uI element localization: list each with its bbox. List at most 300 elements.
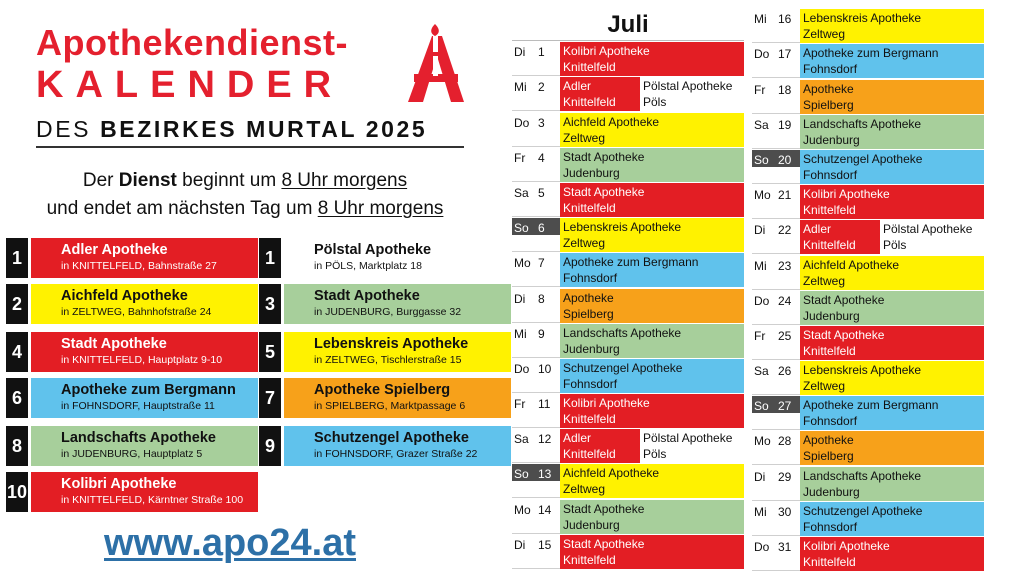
info-line-1 (0, 170, 490, 192)
calendar-day-row (512, 218, 744, 252)
pharmacy-duty-cell (800, 44, 984, 78)
calendar-day-row (752, 467, 984, 501)
weekday: Mi (514, 80, 527, 95)
day-number: 31 (778, 540, 792, 554)
weekday: So (754, 152, 769, 167)
calendar-day-row (752, 431, 984, 465)
day-number: 29 (778, 469, 792, 484)
legend-location: in ZELTWEG, Tischlerstraße 15 (314, 354, 462, 366)
day-number: 23 (778, 258, 792, 273)
pharmacy-town: Spielberg (803, 449, 854, 464)
weekday: Fr (754, 82, 766, 97)
pharmacy-duty-cell (560, 359, 744, 393)
legend-bar (284, 332, 511, 372)
legend-name: Apotheke zum Bergmann (61, 382, 236, 398)
weekday: Mo (514, 256, 531, 271)
day-label (512, 113, 560, 146)
weekday: Mi (514, 326, 527, 341)
calendar-day-row (752, 291, 984, 325)
day-number: 5 (538, 185, 545, 200)
pharmacy-town: Knittelfeld (563, 60, 616, 75)
pharmacy-town: Zeltweg (803, 27, 846, 42)
calendar-day-row (512, 148, 744, 182)
legend-number: 10 (6, 472, 28, 512)
weekday: Sa (754, 364, 769, 379)
day-label (752, 256, 800, 289)
legend-location: in KNITTELFELD, Hauptplatz 9-10 (61, 354, 223, 366)
legend-bar (31, 332, 258, 372)
calendar-day-row (752, 185, 984, 219)
pharmacy-duty-cell (880, 220, 984, 254)
day-number: 17 (778, 47, 792, 62)
pharmacy-duty-cell (640, 77, 744, 111)
pharmacy-name: Kolibri Apotheke (803, 187, 890, 202)
day-label (512, 289, 560, 322)
weekday: Mo (514, 502, 531, 517)
pharmacy-town: Judenburg (803, 132, 860, 147)
pharmacy-name: Pölstal Apotheke (883, 222, 973, 237)
pharmacy-name: Lebenskreis Apotheke (803, 11, 922, 26)
legend-item (259, 378, 511, 418)
calendar-day-row (752, 361, 984, 395)
calendar-day-row (752, 326, 984, 360)
legend-number: 8 (6, 426, 28, 466)
pharmacy-town: Zeltweg (563, 236, 606, 251)
info1-c: beginnt um (182, 170, 277, 191)
calendar-day-row (512, 289, 744, 323)
pharmacy-duty-cell (560, 464, 744, 498)
day-number: 8 (538, 291, 545, 306)
legend-bar (31, 284, 258, 324)
legend-item (259, 238, 511, 278)
weekday: Do (754, 47, 770, 62)
legend-number: 1 (259, 238, 281, 278)
pharmacy-town: Knittelfeld (563, 412, 616, 427)
pharmacy-town: Fohnsdorf (563, 271, 618, 286)
legend-name: Landschafts Apotheke (61, 430, 216, 446)
calendar-day-row (512, 500, 744, 534)
weekday: Fr (514, 397, 526, 412)
calendar-column-left (512, 8, 744, 569)
pharmacy-name: Apotheke (803, 433, 854, 448)
pharmacy-name: Schutzengel Apotheke (803, 151, 923, 166)
day-label (752, 502, 800, 535)
calendar-column-right (752, 8, 984, 571)
day-label (752, 291, 800, 324)
legend-location: in PÖLS, Marktplatz 18 (314, 260, 422, 272)
legend-location: in SPIELBERG, Marktpassage 6 (314, 400, 466, 412)
day-number: 6 (538, 221, 545, 236)
legend-location: in KNITTELFELD, Bahnstraße 27 (61, 260, 217, 272)
pharmacy-name: Apotheke zum Bergmann (563, 255, 699, 270)
legend-bar (31, 472, 258, 512)
pharmacy-town: Fohnsdorf (803, 62, 858, 77)
pharmacy-town: Judenburg (803, 484, 860, 499)
legend-item (6, 284, 258, 324)
day-label (752, 431, 800, 464)
pharmacy-duty-cell (800, 150, 984, 184)
legend-bar (284, 238, 511, 278)
day-label (512, 42, 560, 75)
pharmacy-duty-cell (640, 429, 744, 463)
info2-a: und endet am nächsten Tag um (46, 198, 313, 219)
day-number: 2 (538, 80, 545, 95)
weekday: Di (514, 537, 526, 552)
day-label (512, 77, 560, 110)
legend-item (6, 472, 258, 512)
pharmacy-town: Pöls (643, 447, 667, 462)
pharmacy-town: Knittelfeld (803, 343, 856, 358)
pharmacy-name: Lebenskreis Apotheke (563, 220, 682, 235)
legend-number: 9 (259, 426, 281, 466)
legend-location: in JUDENBURG, Hauptplatz 5 (61, 448, 203, 460)
pharmacy-duty-cell (560, 429, 640, 463)
pharmacy-duty-cell (560, 394, 744, 428)
header-divider (36, 146, 464, 148)
calendar-day-row (752, 537, 984, 571)
pharmacy-duty-cell (560, 500, 744, 534)
day-number: 3 (538, 115, 545, 130)
pharmacy-duty-cell (560, 183, 744, 217)
pharmacy-name: Stadt Apotheke (563, 536, 645, 551)
website-link[interactable]: www.apo24.at (104, 522, 356, 564)
weekday: So (514, 467, 529, 482)
legend-name: Stadt Apotheke (314, 288, 420, 304)
day-label (512, 394, 560, 427)
legend-name: Aichfeld Apotheke (61, 288, 188, 304)
day-number: 20 (778, 152, 792, 167)
day-number: 7 (538, 256, 545, 271)
pharmacy-duty-cell (800, 256, 984, 290)
month-title: Juli (512, 8, 744, 41)
pharmacy-duty-cell (560, 289, 744, 323)
legend-item (259, 284, 511, 324)
pharmacy-town: Judenburg (563, 341, 620, 356)
weekday: Di (754, 469, 766, 484)
calendar-day-row (752, 256, 984, 290)
calendar-day-row (512, 77, 744, 111)
title-line-1: Apothekendienst- (36, 22, 349, 63)
pharmacy-name: Stadt Apotheke (803, 292, 885, 307)
calendar-day-row (512, 183, 744, 217)
day-label (752, 326, 800, 359)
calendar-day-row (512, 324, 744, 358)
legend-name: Adler Apotheke (61, 242, 168, 258)
legend-name: Stadt Apotheke (61, 336, 167, 352)
weekday: Mo (754, 434, 771, 449)
legend-location: in ZELTWEG, Bahnhofstraße 24 (61, 306, 212, 318)
legend-bar (31, 426, 258, 466)
pharmacy-town: Zeltweg (563, 482, 606, 497)
pharmacy-duty-cell (800, 502, 984, 536)
pharmacy-town: Knittelfeld (803, 555, 856, 569)
day-label (512, 429, 560, 462)
legend-item (6, 332, 258, 372)
pharmacy-name: Stadt Apotheke (563, 501, 645, 516)
weekday: Di (514, 291, 526, 306)
pharmacy-duty-cell (800, 291, 984, 325)
day-label (752, 44, 800, 77)
day-number: 30 (778, 504, 792, 519)
pharmacy-town: Judenburg (563, 517, 620, 532)
day-number: 25 (778, 328, 792, 343)
pharmacy-duty-cell (560, 42, 744, 76)
pharmacy-town: Judenburg (563, 165, 620, 180)
apotheke-logo-icon (402, 22, 468, 106)
pharmacy-name: Aichfeld Apotheke (803, 257, 900, 272)
legend-number: 3 (259, 284, 281, 324)
legend-bar (284, 284, 511, 324)
weekday: So (514, 221, 529, 236)
legend-item (6, 238, 258, 278)
weekday: Mi (754, 258, 767, 273)
legend-item (259, 332, 511, 372)
day-number: 16 (778, 12, 792, 27)
info1-d: 8 Uhr morgens (281, 170, 408, 191)
pharmacy-duty-cell (560, 148, 744, 182)
legend-bar (31, 378, 258, 418)
pharmacy-town: Fohnsdorf (563, 376, 618, 391)
weekday: Di (514, 45, 526, 60)
weekday: Sa (754, 117, 769, 132)
pharmacy-duty-cell (560, 253, 744, 287)
day-label (512, 183, 560, 216)
pharmacy-duty-cell (800, 9, 984, 43)
subtitle-bold: BEZIRKES MURTAL 2025 (100, 116, 428, 142)
weekday: Do (514, 115, 530, 130)
title-line-2: KALENDER (36, 64, 344, 106)
weekday: Di (754, 223, 766, 238)
calendar-day-row (752, 150, 984, 184)
weekday: Do (514, 361, 530, 376)
pharmacy-town: Knittelfeld (563, 200, 616, 215)
pharmacy-name: Landschafts Apotheke (803, 468, 922, 483)
pharmacy-name: Kolibri Apotheke (563, 396, 650, 411)
legend-location: in JUDENBURG, Burggasse 32 (314, 306, 462, 318)
day-label (512, 253, 560, 286)
day-label (752, 185, 800, 218)
day-number: 11 (538, 397, 551, 412)
legend-name: Schutzengel Apotheke (314, 430, 469, 446)
pharmacy-name: Stadt Apotheke (563, 149, 645, 164)
day-number: 10 (538, 361, 552, 376)
day-label (752, 115, 800, 148)
pharmacy-duty-cell (800, 537, 984, 571)
calendar-day-row (752, 396, 984, 430)
day-label (512, 148, 560, 181)
weekday: Fr (754, 328, 766, 343)
legend-number: 7 (259, 378, 281, 418)
pharmacy-town: Knittelfeld (803, 203, 856, 218)
calendar-day-row (512, 113, 744, 147)
day-number: 28 (778, 434, 792, 449)
pharmacy-town: Knittelfeld (803, 238, 856, 253)
calendar-day-row (512, 429, 744, 463)
weekday: Fr (514, 150, 526, 165)
legend-bar (284, 426, 511, 466)
day-number: 13 (538, 467, 552, 482)
pharmacy-town: Fohnsdorf (803, 519, 858, 534)
pharmacy-name: Landschafts Apotheke (803, 116, 922, 131)
legend-bar (284, 378, 511, 418)
day-label (512, 464, 560, 481)
day-number: 12 (538, 432, 552, 447)
legend-item (259, 426, 511, 466)
pharmacy-town: Zeltweg (563, 130, 606, 145)
pharmacy-duty-cell (800, 115, 984, 149)
weekday: Sa (514, 185, 529, 200)
pharmacy-name: Apotheke (803, 81, 854, 96)
pharmacy-name: Landschafts Apotheke (563, 325, 682, 340)
pharmacy-town: Zeltweg (803, 273, 846, 288)
calendar-day-row (512, 394, 744, 428)
pharmacy-name: Adler (563, 79, 592, 94)
pharmacy-town: Pöls (643, 95, 667, 110)
day-number: 21 (778, 188, 792, 203)
day-label (752, 537, 800, 570)
pharmacy-duty-cell (800, 396, 984, 430)
day-number: 1 (538, 45, 545, 60)
calendar-day-row (512, 359, 744, 393)
legend-item (6, 378, 258, 418)
calendar-day-row (752, 115, 984, 149)
pharmacy-duty-cell (560, 324, 744, 358)
day-number: 15 (538, 537, 552, 552)
calendar-day-row (512, 253, 744, 287)
day-label (512, 218, 560, 235)
pharmacy-name: Adler (563, 431, 592, 446)
legend-location: in KNITTELFELD, Kärntner Straße 100 (61, 494, 244, 506)
weekday: Sa (514, 432, 529, 447)
legend-number: 4 (6, 332, 28, 372)
pharmacy-town: Knittelfeld (563, 95, 616, 110)
legend-name: Lebenskreis Apotheke (314, 336, 469, 352)
day-number: 22 (778, 223, 792, 238)
calendar-day-row (752, 220, 984, 254)
weekday: Do (754, 540, 770, 554)
day-number: 26 (778, 364, 792, 379)
calendar-day-row (512, 464, 744, 498)
day-label (512, 500, 560, 533)
pharmacy-name: Kolibri Apotheke (803, 539, 890, 553)
pharmacy-name: Schutzengel Apotheke (563, 360, 683, 375)
pharmacy-duty-cell (800, 467, 984, 501)
pharmacy-name: Lebenskreis Apotheke (803, 363, 922, 378)
day-label (752, 396, 800, 413)
pharmacy-name: Schutzengel Apotheke (803, 503, 923, 518)
pharmacy-town: Judenburg (803, 308, 860, 323)
pharmacy-name: Kolibri Apotheke (563, 44, 650, 59)
pharmacy-duty-cell (800, 220, 880, 254)
weekday: Mi (754, 12, 767, 27)
weekday: So (754, 399, 769, 414)
legend-location: in FOHNSDORF, Hauptstraße 11 (61, 400, 215, 412)
legend-location: in FOHNSDORF, Grazer Straße 22 (314, 448, 478, 460)
pharmacy-duty-cell (560, 77, 640, 111)
legend-number: 2 (6, 284, 28, 324)
pharmacy-town: Knittelfeld (563, 552, 616, 567)
pharmacy-duty-cell (560, 535, 744, 569)
pharmacy-town: Spielberg (563, 306, 614, 321)
pharmacy-town: Pöls (883, 238, 907, 253)
info-line-2 (0, 198, 490, 220)
pharmacy-duty-cell (800, 431, 984, 465)
pharmacy-name: Stadt Apotheke (563, 184, 645, 199)
day-number: 19 (778, 117, 792, 132)
pharmacy-town: Spielberg (803, 97, 854, 112)
info1-a: Der (82, 170, 114, 191)
day-label (752, 361, 800, 394)
subtitle (36, 116, 427, 143)
day-number: 27 (778, 399, 792, 414)
pharmacy-town: Fohnsdorf (803, 414, 858, 429)
pharmacy-name: Apotheke zum Bergmann (803, 398, 939, 413)
day-label (512, 324, 560, 357)
day-label (752, 150, 800, 167)
weekday: Mi (754, 504, 767, 519)
info2-b: 8 Uhr morgens (317, 198, 444, 219)
legend-number: 6 (6, 378, 28, 418)
legend-name: Kolibri Apotheke (61, 476, 177, 492)
day-label (752, 80, 800, 113)
calendar-day-row (512, 42, 744, 76)
weekday: Do (754, 293, 770, 308)
subtitle-prefix: DES (36, 116, 92, 142)
legend-name: Apotheke Spielberg (314, 382, 451, 398)
legend-name: Pölstal Apotheke (314, 242, 432, 258)
calendar-day-row (752, 502, 984, 536)
legend-item (6, 426, 258, 466)
pharmacy-duty-cell (800, 361, 984, 395)
pharmacy-duty-cell (800, 80, 984, 114)
pharmacy-name: Pölstal Apotheke (643, 79, 733, 94)
day-label (752, 220, 800, 253)
day-label (752, 9, 800, 42)
pharmacy-town: Zeltweg (803, 379, 846, 394)
day-number: 9 (538, 326, 545, 341)
calendar-day-row (752, 44, 984, 78)
pharmacy-name: Pölstal Apotheke (643, 431, 733, 446)
pharmacy-name: Stadt Apotheke (803, 327, 885, 342)
calendar-day-row (512, 535, 744, 569)
day-label (752, 467, 800, 500)
pharmacy-name: Aichfeld Apotheke (563, 114, 660, 129)
info1-b: Dienst (118, 170, 177, 191)
legend-bar (31, 238, 258, 278)
pharmacy-duty-cell (560, 113, 744, 147)
calendar-day-row (752, 9, 984, 43)
legend-number: 1 (6, 238, 28, 278)
legend-number: 5 (259, 332, 281, 372)
pharmacy-name: Apotheke zum Bergmann (803, 46, 939, 61)
day-number: 4 (538, 150, 545, 165)
day-label (512, 535, 560, 568)
day-number: 14 (538, 502, 552, 517)
day-number: 18 (778, 82, 792, 97)
day-number: 24 (778, 293, 792, 308)
pharmacy-town: Knittelfeld (563, 447, 616, 462)
pharmacy-duty-cell (560, 218, 744, 252)
weekday: Mo (754, 188, 771, 203)
pharmacy-name: Apotheke (563, 290, 614, 305)
pharmacy-duty-cell (800, 185, 984, 219)
calendar-day-row (752, 80, 984, 114)
pharmacy-duty-cell (800, 326, 984, 360)
pharmacy-name: Adler (803, 222, 832, 237)
day-label (512, 359, 560, 392)
pharmacy-name: Aichfeld Apotheke (563, 466, 660, 481)
pharmacy-town: Fohnsdorf (803, 167, 858, 182)
